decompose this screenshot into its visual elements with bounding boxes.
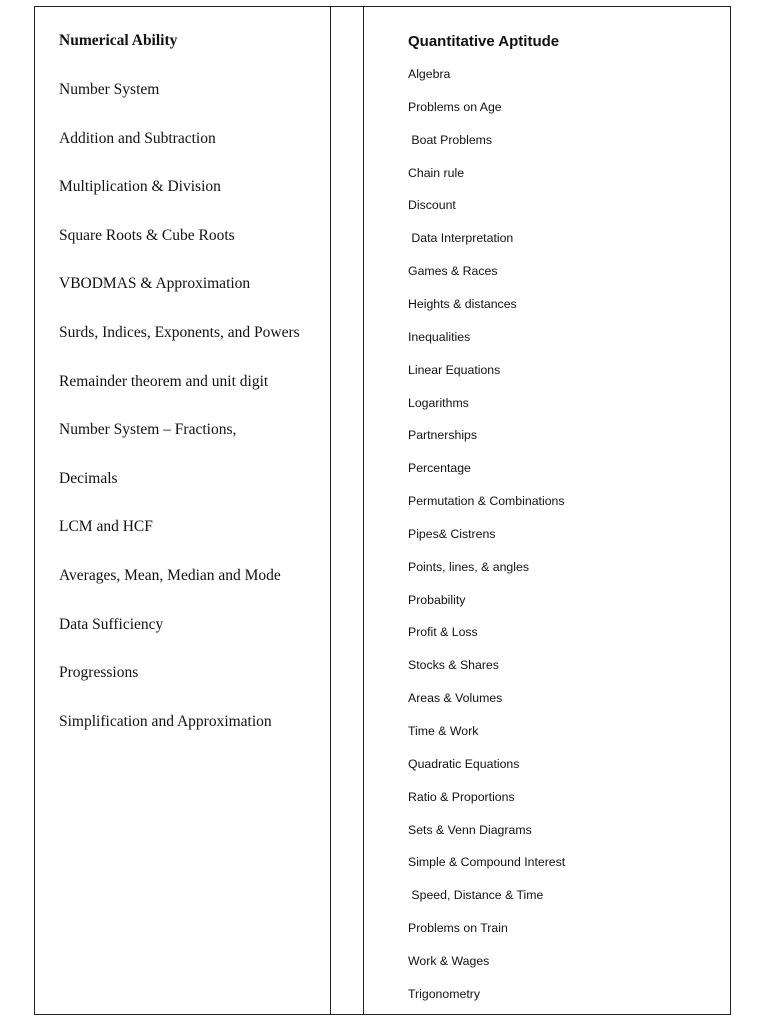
right-topic-item: Pipes& Cistrens: [408, 526, 496, 541]
right-topic-item: Percentage: [408, 461, 471, 476]
left-topic-item: Square Roots & Cube Roots: [59, 226, 235, 244]
right-topic-item: Profit & Loss: [408, 625, 478, 640]
right-topic-item: Time & Work: [408, 724, 479, 738]
left-topic-item: Data Sufficiency: [59, 615, 164, 633]
column-divider-right: [363, 7, 364, 1014]
right-topic-item: Speed, Distance & Time: [408, 888, 544, 903]
right-topic-item: Chain rule: [408, 165, 465, 180]
left-topic-item: Averages, Mean, Median and Mode: [59, 567, 281, 584]
left-topic-item: Decimals: [59, 469, 118, 487]
right-topic-item: Partnerships: [408, 428, 478, 443]
right-topic-item: Logarithms: [408, 395, 469, 410]
left-topic-item: Addition and Subtraction: [59, 129, 216, 147]
left-topic-item: Number System: [59, 81, 160, 98]
right-topic-item: Algebra: [408, 67, 451, 81]
right-topic-item: Points, lines, & angles: [408, 559, 529, 574]
left-topic-item: Multiplication & Division: [59, 178, 221, 196]
right-topic-item: Boat Problems: [408, 132, 493, 147]
right-topic-item: Sets & Venn Diagrams: [408, 822, 532, 837]
right-topic-item: Permutation & Combinations: [408, 494, 565, 509]
right-topic-item: Linear Equations: [408, 362, 501, 377]
left-topic-item: VBODMAS & Approximation: [59, 275, 251, 293]
right-topic-item: Inequalities: [408, 329, 471, 344]
right-topic-item: Probability: [408, 592, 466, 607]
right-topic-item: Stocks & Shares: [408, 658, 499, 673]
left-topic-item: Remainder theorem and unit digit: [59, 372, 269, 390]
column-divider-left: [330, 7, 331, 1014]
right-topic-item: Ratio & Proportions: [408, 789, 515, 804]
left-topic-item: Simplification and Approximation: [59, 712, 272, 730]
right-topic-item: Discount: [408, 198, 456, 213]
right-topic-item: Problems on Train: [408, 921, 508, 936]
topics-table: [34, 6, 731, 1015]
right-topic-item: Trigonometry: [408, 986, 480, 1001]
right-topic-item: Data Interpretation: [408, 231, 514, 246]
numerical-ability-heading: Numerical Ability: [59, 32, 178, 49]
right-topic-item: Areas & Volumes: [408, 691, 503, 706]
right-topic-item: Problems on Age: [408, 99, 502, 114]
right-topic-item: Quadratic Equations: [408, 756, 520, 771]
right-topic-item: Games & Races: [408, 264, 498, 279]
quantitative-aptitude-heading: Quantitative Aptitude: [408, 33, 560, 50]
right-topic-item: Work & Wages: [408, 953, 490, 968]
left-topic-item: LCM and HCF: [59, 518, 153, 536]
right-topic-item: Simple & Compound Interest: [408, 855, 566, 870]
left-topic-item: Progressions: [59, 664, 139, 682]
right-topic-item: Heights & distances: [408, 296, 517, 311]
left-topic-item: Number System – Fractions,: [59, 421, 237, 439]
left-topic-item: Surds, Indices, Exponents, and Powers: [59, 324, 300, 341]
